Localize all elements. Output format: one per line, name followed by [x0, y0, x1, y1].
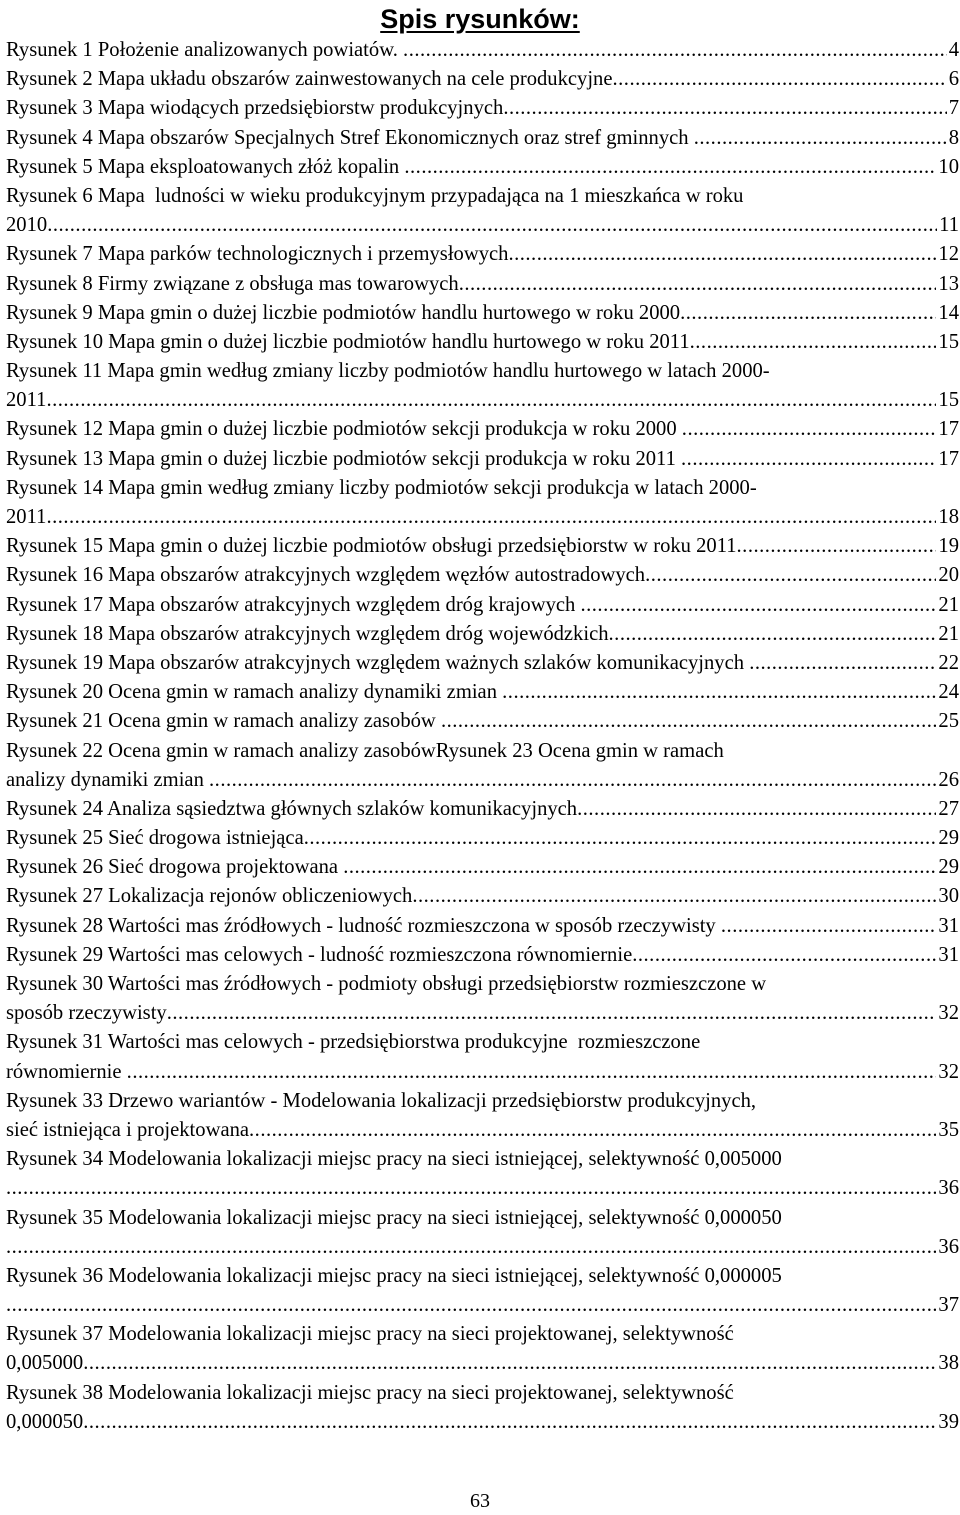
toc-entry-line: [6, 649, 959, 678]
toc-entry-page: 17: [938, 418, 959, 441]
dot-leader: [694, 124, 947, 153]
toc-entry-line: [6, 824, 959, 853]
toc-entry[interactable]: [6, 299, 959, 328]
dot-leader: [609, 620, 937, 649]
toc-entry-page: 39: [938, 1410, 959, 1433]
toc-entry-line: [6, 445, 959, 474]
toc-entry[interactable]: [6, 270, 959, 299]
toc-entry-page: 7: [948, 97, 959, 120]
toc-entry-line: [6, 124, 959, 153]
toc-entry-page: 29: [938, 856, 959, 879]
dot-leader: [6, 1174, 936, 1203]
toc-entry[interactable]: [6, 65, 959, 94]
toc-entry-line: [6, 1087, 959, 1116]
toc-entry-text: Rysunek 35 Modelowania lokalizacji miejsc pracy na sieci istniejącej, selektywność 0,000050: [6, 1206, 782, 1229]
toc-entry-text: 2011: [6, 389, 47, 412]
toc-entry-page: 20: [938, 564, 959, 587]
toc-entry-line: [6, 1408, 959, 1437]
toc-entry[interactable]: [6, 474, 959, 532]
toc-entry[interactable]: [6, 1087, 959, 1145]
toc-entry-line: [6, 707, 959, 736]
toc-entry[interactable]: [6, 824, 959, 853]
toc-entry-line: [6, 795, 959, 824]
dot-leader: [441, 707, 936, 736]
toc-entry[interactable]: [6, 94, 959, 123]
toc-entry-line: [6, 561, 959, 590]
toc-entry-text: Rysunek 6 Mapa ludności w wieku produkcyjnym przypadająca na 1 mieszkańca w roku: [6, 184, 744, 207]
toc-entry-line: [6, 1379, 959, 1408]
toc-entry-text: Rysunek 20 Ocena gmin w ramach analizy dynamiki zmian: [6, 681, 503, 704]
toc-entry-text: Rysunek 27 Lokalizacja rejonów obliczeniowych: [6, 885, 413, 908]
toc-entry-page: 35: [938, 1118, 959, 1141]
dot-leader: [721, 912, 937, 941]
toc-entry-line: [6, 1145, 959, 1174]
toc-entry-line: [6, 240, 959, 269]
toc-entry-text: Rysunek 1 Położenie analizowanych powiatów.: [6, 39, 404, 61]
toc-entry-page: 29: [938, 827, 959, 850]
toc-entry-text: Rysunek 11 Mapa gmin według zmiany liczby podmiotów handlu hurtowego w latach 2000-: [6, 360, 770, 383]
toc-entry-page: 22: [938, 651, 959, 674]
toc-entry-text: Rysunek 9 Mapa gmin o dużej liczbie podmiotów handlu hurtowego w roku 2000: [6, 301, 681, 324]
toc-entry[interactable]: [6, 328, 959, 357]
toc-entry-line: [6, 503, 959, 532]
toc-entry-text: 0,000050: [6, 1410, 84, 1433]
dot-leader: [737, 532, 937, 561]
toc-entry[interactable]: [6, 678, 959, 707]
dot-leader: [46, 503, 936, 532]
toc-entry-page: 26: [938, 768, 959, 791]
toc-entry-text: Rysunek 19 Mapa obszarów atrakcyjnych względem ważnych szlaków komunikacyjnych: [6, 651, 750, 674]
toc-entry-text: Rysunek 33 Drzewo wariantów - Modelowania lokalizacji przedsiębiorstw produkcyjnych,: [6, 1089, 757, 1112]
toc-entry-line: [6, 474, 959, 503]
toc-entry-text: Rysunek 14 Mapa gmin według zmiany liczby podmiotów sekcji produkcja w latach 2000-: [6, 476, 757, 499]
toc-entry[interactable]: [6, 182, 959, 240]
dot-leader: [503, 94, 946, 123]
toc-entry-page: 31: [938, 943, 959, 966]
toc-entry-text: Rysunek 13 Mapa gmin o dużej liczbie podmiotów sekcji produkcja w roku 2011: [6, 447, 682, 470]
toc-entry-line: [6, 1349, 959, 1378]
dot-leader: [632, 941, 936, 970]
toc-entry-line: [6, 211, 959, 240]
toc-entry-line: [6, 912, 959, 941]
dot-leader: [304, 824, 937, 853]
toc-entry[interactable]: [6, 36, 959, 65]
toc-entry-text: Rysunek 16 Mapa obszarów atrakcyjnych względem węzłów autostradowych: [6, 564, 646, 587]
toc-entry-page: 30: [938, 885, 959, 908]
page-title: Spis rysunków:: [380, 4, 580, 34]
dot-leader: [749, 649, 936, 678]
toc-entry-page: 25: [938, 710, 959, 733]
toc-entry-line: [6, 620, 959, 649]
toc-entry-page: 6: [948, 68, 959, 91]
toc-entry[interactable]: [6, 124, 959, 153]
dot-leader: [580, 591, 936, 620]
toc-entry-page: 10: [938, 155, 959, 178]
dot-leader: [83, 1408, 936, 1437]
toc-entry-text: sieć istniejąca i projektowana: [6, 1118, 250, 1141]
toc-entry-line: [6, 1320, 959, 1349]
toc-entry-page: 37: [938, 1294, 959, 1317]
toc-entry-text: Rysunek 28 Wartości mas źródłowych - ludność rozmieszczona w sposób rzeczywisty: [6, 914, 721, 937]
toc-entry-text: Rysunek 15 Mapa gmin o dużej liczbie podmiotów obsługi przedsiębiorstw w roku 2011: [6, 535, 737, 558]
toc-entry-page: 18: [938, 506, 959, 528]
toc-entry-line: [6, 737, 959, 766]
toc-entry-page: 27: [938, 797, 959, 820]
toc-entry[interactable]: [6, 561, 959, 590]
dot-leader: [682, 415, 937, 444]
toc-entry-line: [6, 386, 959, 415]
toc-entry-page: 19: [938, 535, 959, 558]
toc-entry-text: Rysunek 17 Mapa obszarów atrakcyjnych względem dróg krajowych: [6, 593, 581, 616]
toc-entry-page: 13: [938, 272, 959, 295]
toc-entry-line: [6, 1174, 959, 1203]
list-of-figures: [6, 36, 959, 1437]
toc-entry[interactable]: [6, 357, 959, 415]
toc-entry-line: [6, 882, 959, 911]
toc-entry-text: Rysunek 37 Modelowania lokalizacji miejsc pracy na sieci projektowanej, selektywność: [6, 1323, 734, 1346]
toc-entry-line: [6, 970, 959, 999]
toc-entry-text: Rysunek 10 Mapa gmin o dużej liczbie podmiotów handlu hurtowego w roku 2011: [6, 330, 690, 353]
toc-entry-line: [6, 270, 959, 299]
toc-entry[interactable]: [6, 1028, 959, 1086]
toc-entry-line: [6, 299, 959, 328]
dot-leader: [412, 882, 936, 911]
toc-entry-line: [6, 532, 959, 561]
toc-entry-text: Rysunek 5 Mapa eksploatowanych złóż kopalin: [6, 155, 405, 178]
toc-entry-line: [6, 1028, 959, 1057]
toc-entry[interactable]: [6, 882, 959, 911]
toc-entry-page: 12: [938, 243, 959, 266]
toc-entry-line: [6, 591, 959, 620]
toc-entry-line: [6, 65, 959, 94]
toc-entry[interactable]: [6, 415, 959, 444]
toc-entry-text: sposób rzeczywisty: [6, 1002, 167, 1025]
toc-entry-text: Rysunek 21 Ocena gmin w ramach analizy zasobów: [6, 710, 441, 733]
toc-entry-page: 17: [938, 447, 959, 470]
toc-entry-line: [6, 328, 959, 357]
dot-leader: [46, 386, 936, 415]
toc-entry-text: Rysunek 30 Wartości mas źródłowych - podmioty obsługi przedsiębiorstw rozmieszczone w: [6, 973, 767, 995]
toc-entry[interactable]: [6, 795, 959, 824]
toc-entry-text: Rysunek 24 Analiza sąsiedztwa głównych szlaków komunikacyjnych: [6, 797, 578, 820]
toc-entry-page: 15: [938, 330, 959, 353]
toc-entry-text: Rysunek 8 Firmy związane z obsługa mas towarowych: [6, 272, 459, 295]
dot-leader: [508, 240, 936, 269]
toc-entry-text: równomiernie: [6, 1060, 127, 1083]
dot-leader: [167, 999, 937, 1028]
toc-entry-page: 32: [938, 1060, 959, 1083]
toc-entry-text: Rysunek 36 Modelowania lokalizacji miejsc pracy na sieci istniejącej, selektywność 0,000005: [6, 1264, 782, 1287]
toc-entry-line: [6, 94, 959, 123]
toc-entry-text: Rysunek 3 Mapa wiodących przedsiębiorstw produkcyjnych: [6, 97, 504, 120]
dot-leader: [680, 299, 936, 328]
toc-entry-page: 21: [938, 593, 959, 616]
toc-entry-text: 2010: [6, 214, 48, 237]
toc-entry-page: 36: [938, 1235, 959, 1258]
dot-leader: [681, 445, 936, 474]
toc-entry[interactable]: [6, 941, 959, 970]
toc-entry-line: [6, 357, 959, 386]
toc-entry-page: 38: [938, 1352, 959, 1375]
toc-entry-text: Rysunek 2 Mapa układu obszarów zainwestowanych na cele produkcyjne: [6, 68, 613, 91]
toc-entry[interactable]: [6, 445, 959, 474]
toc-entry-line: [6, 766, 959, 795]
toc-entry-page: 8: [948, 126, 959, 149]
page-number: 63: [470, 1490, 490, 1512]
toc-entry-page: 4: [948, 39, 959, 61]
toc-entry[interactable]: [6, 1145, 959, 1203]
toc-entry-text: analizy dynamiki zmian: [6, 768, 210, 791]
dot-leader: [690, 328, 937, 357]
dot-leader: [404, 153, 936, 182]
toc-entry-text: Rysunek 34 Modelowania lokalizacji miejsc pracy na sieci istniejącej, selektywność 0,005000: [6, 1148, 782, 1171]
toc-entry-page: 11: [939, 214, 959, 237]
toc-entry-line: [6, 1262, 959, 1291]
toc-entry-line: [6, 1204, 959, 1233]
dot-leader: [613, 65, 947, 94]
toc-entry-line: [6, 941, 959, 970]
toc-entry-line: [6, 853, 959, 882]
toc-entry-text: Rysunek 38 Modelowania lokalizacji miejsc pracy na sieci projektowanej, selektywność: [6, 1381, 734, 1404]
toc-entry-line: [6, 678, 959, 707]
toc-entry-page: 32: [938, 1002, 959, 1025]
dot-leader: [343, 853, 936, 882]
toc-entry-page: 14: [938, 301, 959, 324]
dot-leader: [502, 678, 936, 707]
toc-entry-page: 15: [938, 389, 959, 412]
toc-entry-text: Rysunek 26 Sieć drogowa projektowana: [6, 856, 344, 879]
toc-entry-line: [6, 1291, 959, 1320]
dot-leader: [459, 270, 937, 299]
dot-leader: [6, 1291, 936, 1320]
dot-leader: [47, 211, 937, 240]
toc-entry[interactable]: [6, 707, 959, 736]
toc-entry[interactable]: [6, 591, 959, 620]
toc-entry[interactable]: [6, 1204, 959, 1262]
toc-entry-text: Rysunek 4 Mapa obszarów Specjalnych Stref Ekonomicznych oraz stref gminnych: [6, 126, 694, 149]
toc-entry-text: Rysunek 25 Sieć drogowa istniejąca: [6, 827, 304, 850]
toc-entry-line: [6, 36, 959, 65]
toc-entry[interactable]: [6, 240, 959, 269]
toc-entry[interactable]: [6, 737, 959, 795]
toc-entry-line: [6, 153, 959, 182]
toc-entry-text: Rysunek 7 Mapa parków technologicznych i przemysłowych: [6, 243, 509, 266]
toc-entry-line: [6, 999, 959, 1028]
toc-entry[interactable]: [6, 532, 959, 561]
dot-leader: [127, 1058, 937, 1087]
dot-leader: [6, 1233, 936, 1262]
toc-entry-text: Rysunek 29 Wartości mas celowych - ludność rozmieszczona równomiernie: [6, 943, 633, 966]
toc-entry[interactable]: [6, 1379, 959, 1437]
dot-leader: [645, 561, 936, 590]
toc-entry-line: [6, 182, 959, 211]
toc-entry[interactable]: [6, 649, 959, 678]
toc-entry-text: 0,005000: [6, 1352, 84, 1375]
dot-leader: [577, 795, 936, 824]
toc-entry-page: 36: [938, 1177, 959, 1200]
toc-entry-line: [6, 1116, 959, 1145]
toc-entry-text: Rysunek 18 Mapa obszarów atrakcyjnych względem dróg wojewódzkich: [6, 622, 609, 645]
dot-leader: [209, 766, 936, 795]
dot-leader: [83, 1349, 936, 1378]
toc-entry[interactable]: [6, 1262, 959, 1320]
toc-entry[interactable]: [6, 620, 959, 649]
toc-entry[interactable]: [6, 912, 959, 941]
dot-leader: [249, 1116, 936, 1145]
toc-entry-page: 31: [938, 914, 959, 937]
toc-entry-text: 2011: [6, 506, 47, 528]
toc-entry[interactable]: [6, 1320, 959, 1378]
toc-entry-page: 24: [938, 681, 959, 704]
dot-leader: [403, 36, 947, 65]
toc-entry-text: Rysunek 31 Wartości mas celowych - przedsiębiorstwa produkcyjne rozmieszczone: [6, 1031, 701, 1054]
toc-entry-page: 21: [938, 622, 959, 645]
toc-entry-line: [6, 1058, 959, 1087]
toc-entry[interactable]: [6, 153, 959, 182]
toc-entry-text: Rysunek 22 Ocena gmin w ramach analizy zasobówRysunek 23 Ocena gmin w ramach: [6, 739, 724, 762]
toc-entry[interactable]: [6, 853, 959, 882]
toc-entry-text: Rysunek 12 Mapa gmin o dużej liczbie podmiotów sekcji produkcja w roku 2000: [6, 418, 682, 441]
toc-entry[interactable]: [6, 970, 959, 1028]
toc-entry-line: [6, 1233, 959, 1262]
toc-entry-line: [6, 415, 959, 444]
